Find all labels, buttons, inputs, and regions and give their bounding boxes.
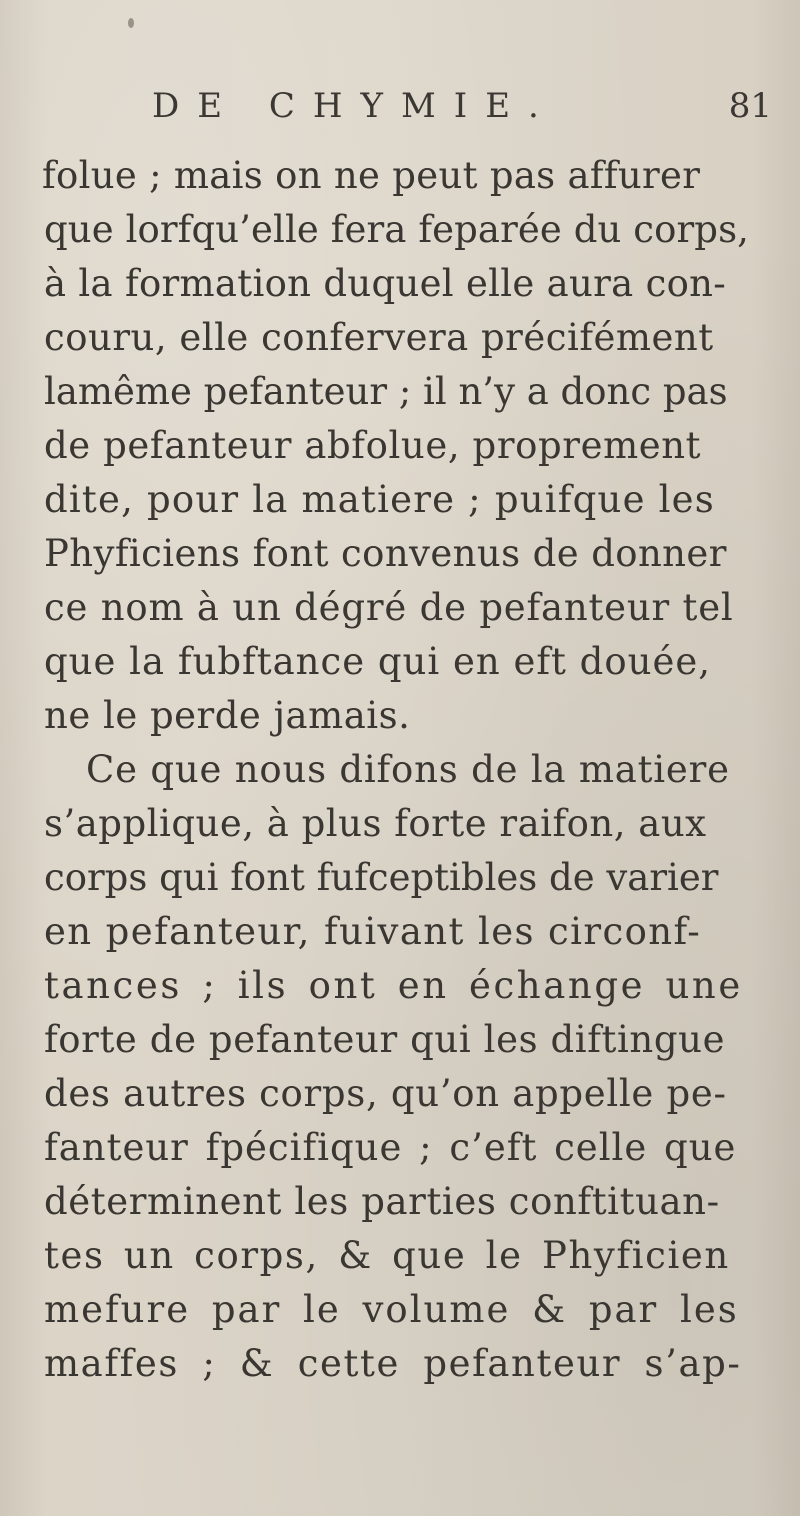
text-line: dite, pour la matiere ; puifque les <box>44 478 715 521</box>
text-line: de pefanteur abfolue, proprement <box>44 424 702 467</box>
text-line: couru, elle confervera précifément <box>44 316 714 359</box>
page-header <box>152 86 792 146</box>
text-line: tances ; ils ont en échange une <box>44 964 743 1007</box>
text-line: que la fubftance qui en eft douée, <box>44 640 712 683</box>
text-line: folue ; mais on ne peut pas affurer <box>42 154 701 197</box>
text-line: forte de pefanteur qui les diftingue <box>44 1018 726 1061</box>
text-line: tes un corps, & que le Phyficien <box>44 1234 730 1277</box>
page-number: 81 <box>728 86 772 126</box>
text-line: ne le perde jamais. <box>44 694 411 737</box>
text-line: que lorfqu’elle fera feparée du corps, <box>44 208 750 251</box>
text-line: ce nom à un dégré de pefanteur tel <box>44 586 734 629</box>
ink-speck <box>128 18 134 28</box>
running-title: DE CHYMIE. <box>152 86 557 126</box>
text-line: déterminent les parties conftituan- <box>44 1180 720 1223</box>
text-line: maffes ; & cette pefanteur s’ap- <box>44 1342 742 1385</box>
text-line: s’applique, à plus forte raifon, aux <box>44 802 707 845</box>
text-line: des autres corps, qu’on appelle pe- <box>44 1072 727 1115</box>
text-line: mefure par le volume & par les <box>44 1288 739 1331</box>
text-line: corps qui font fufceptibles de varier <box>44 856 719 899</box>
text-line: fanteur fpécifique ; c’eft celle que <box>44 1126 737 1169</box>
text-line: en pefanteur, fuivant les circonf- <box>44 910 702 953</box>
text-line: lamême pefanteur ; il n’y a donc pas <box>44 370 728 413</box>
text-line: Phyficiens font convenus de donner <box>44 532 727 575</box>
text-line: Ce que nous difons de la matiere <box>86 748 730 791</box>
text-line: à la formation duquel elle aura con- <box>44 262 727 305</box>
